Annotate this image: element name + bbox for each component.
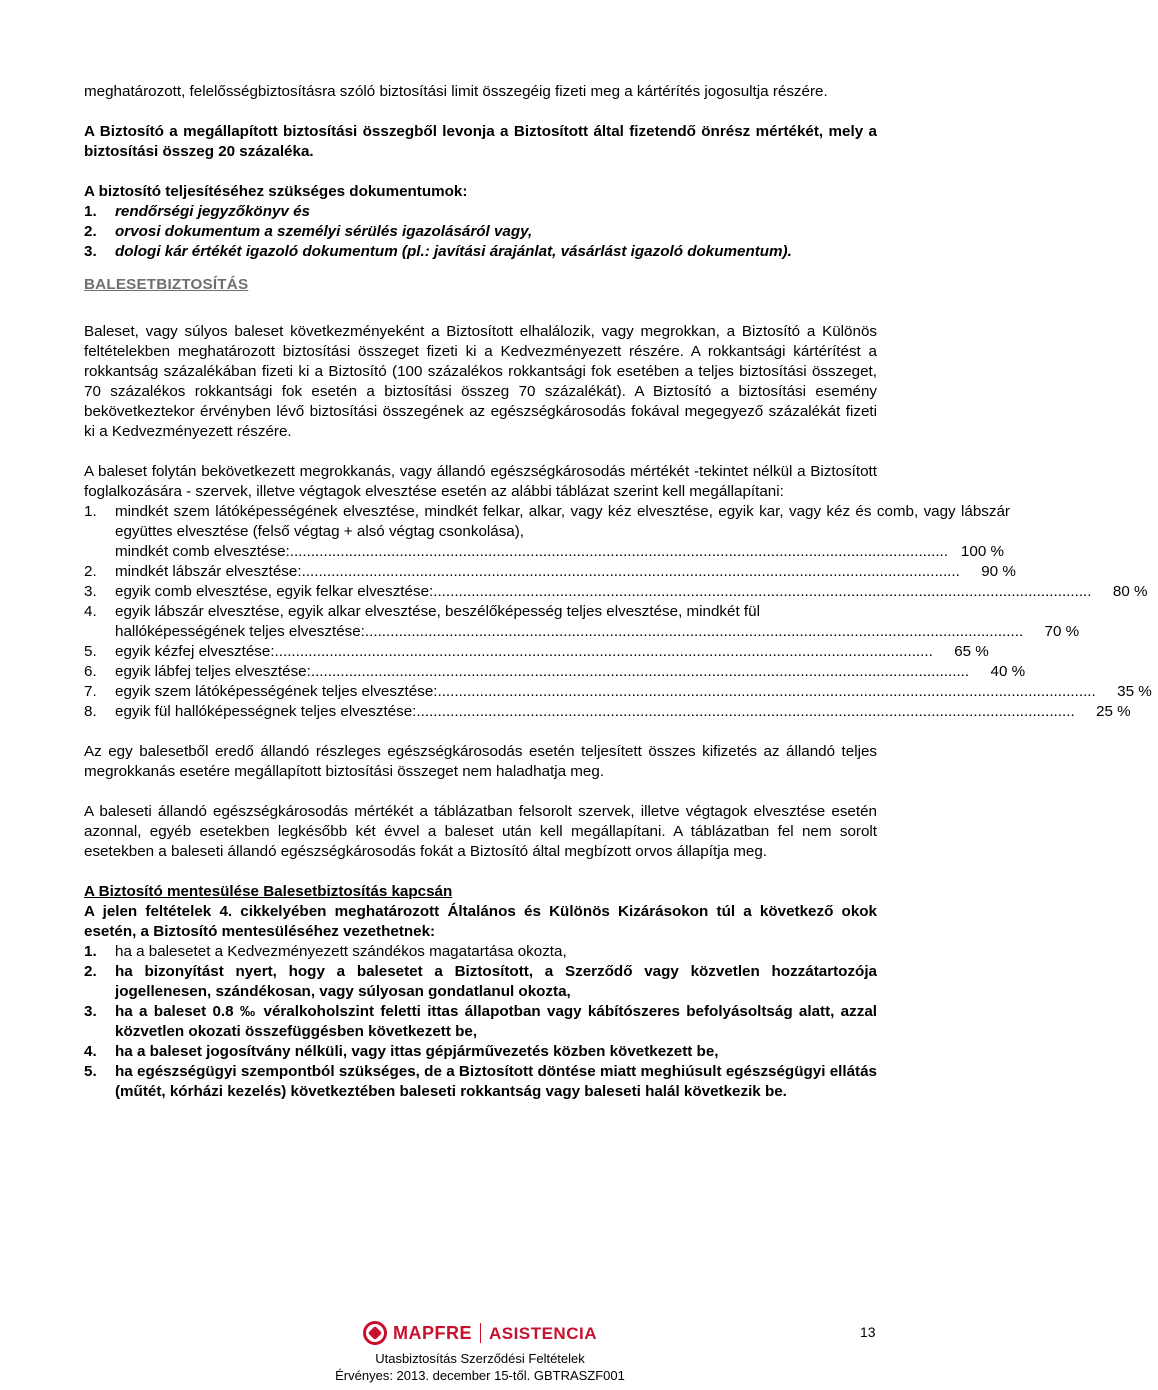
accident-paragraph-3: Az egy balesetből eredő állandó részleges egészségkárosodás esetén teljesített összes kifizetés az állandó teljes megrokkanás esetére megállapított biztosítási összeget nem haladhatja meg. [84, 743, 877, 780]
mapfre-logo [0, 1318, 960, 1348]
intro-paragraph-2: A Biztosító a megállapított biztosítási összegből levonja a Biztosított által fizetendő önrész mértékét, mely a biztosítási összeg 20 százaléka. [84, 123, 877, 160]
row-label: mindkét comb elvesztése:............................................................................................................................................................ [115, 543, 948, 560]
section-heading-exemption: A Biztosító mentesülése Balesetbiztosítás kapcsán [84, 883, 453, 900]
logo-divider [480, 1323, 481, 1343]
list-text: ha bizonyítást nyert, hogy a balesetet a Biztosított, a Szerződő vagy közvetlen hozzátartozója jogellenesen, szándékosan, vagy súlyosan gondatlanul okozta, [115, 963, 877, 1000]
list-number: 2. [84, 963, 97, 980]
list-number: 2. [84, 223, 97, 240]
docs-heading: A biztosító teljesítéséhez szükséges dokumentumok: [84, 183, 468, 200]
table-row [84, 582, 1148, 602]
row-number: 5. [84, 643, 97, 660]
list-item [84, 1062, 877, 1102]
row-label: egyik szem látóképességének teljes elvesztése:............................................................................................................................................................ [115, 683, 1096, 700]
accident-paragraph-2: A baleset folytán bekövetkezett megrokkanás, vagy állandó egészségkárosodás mértékét -tekintet nélkül a Biztosított foglalkozására - szervek, illetve végtagok elvesztése esetén az alábbi táblázat szerint kell megállapítani: [84, 463, 877, 500]
list-item [84, 222, 877, 242]
list-text: ha a baleset jogosítvány nélküli, vagy ittas gépjárművezetés közben következett be, [115, 1043, 719, 1060]
list-item [84, 242, 877, 262]
row-number: 7. [84, 683, 97, 700]
list-text: orvosi dokumentum a személyi sérülés igazolásáról vagy, [115, 223, 533, 240]
row-percent: 25 % [1096, 703, 1131, 720]
row-text: mindkét szem látóképességének elvesztése, mindkét felkar, alkar, vagy kéz elvesztése, egyik kar, vagy kéz és comb, vagy lábszár együttes elvesztése (felső végtag + alsó végtag csonkolása), [115, 503, 1010, 540]
table-row [84, 662, 1026, 682]
list-number: 5. [84, 1063, 97, 1080]
list-number: 1. [84, 943, 97, 960]
intro-paragraph-1: meghatározott, felelősségbiztosításra szóló biztosítási limit összegéig fizeti meg a kártérítés jogosultja részére. [84, 83, 828, 100]
page-number: 13 [860, 1324, 876, 1340]
row-label: mindkét lábszár elvesztése:............................................................................................................................................................ [115, 563, 960, 580]
table-row [84, 682, 1152, 702]
list-item [84, 962, 877, 1002]
docs-list [84, 202, 877, 262]
list-item [84, 942, 877, 962]
footer-line-1: Utasbiztosítás Szerződési Feltételek [375, 1351, 585, 1366]
document-page [84, 82, 1152, 1102]
row-number: 3. [84, 583, 97, 600]
list-item [84, 1002, 877, 1042]
row-number: 1. [84, 503, 97, 520]
list-text: rendőrségi jegyzőkönyv és [115, 203, 310, 220]
table-row [84, 602, 1080, 642]
list-text: ha egészségügyi szempontból szükséges, de a Biztosított döntése miatt meghiúsult egészségügyi ellátás (műtét, kórházi kezelés) következtében baleseti rokkantság vagy baleseti halál következik be. [115, 1063, 877, 1100]
list-number: 4. [84, 1043, 97, 1060]
table-row [84, 562, 1016, 582]
row-number: 4. [84, 603, 97, 620]
footer-line-2: Érvényes: 2013. december 15-től. GBTRASZF001 [335, 1368, 625, 1383]
row-text: egyik lábszár elvesztése, egyik alkar elvesztése, beszélőképesség teljes elvesztése, mindkét fül [115, 603, 760, 620]
table-row [84, 502, 1010, 562]
row-percent: 100 % [960, 543, 1004, 560]
list-number: 3. [84, 243, 97, 260]
row-label: egyik comb elvesztése, egyik felkar elvesztése:............................................................................................................................................................ [115, 583, 1092, 600]
exemption-list [84, 942, 877, 1102]
row-label: egyik lábfej teljes elvesztése:............................................................................................................................................................ [115, 663, 970, 680]
row-percent: 80 % [1112, 583, 1148, 600]
row-number: 6. [84, 663, 97, 680]
section-heading-accident: BALESETBIZTOSÍTÁS [84, 276, 249, 293]
row-percent: 65 % [954, 643, 989, 660]
list-item [84, 202, 877, 222]
list-text: ha a baleset 0.8 ‰ véralkoholszint feletti ittas állapotban vagy kábítószeres befolyásoltság alatt, azzal közvetlen okozati összefüggésben következett be, [115, 1003, 877, 1040]
brand-subname: ASISTENCIA [489, 1323, 597, 1343]
list-text: ha a balesetet a Kedvezményezett szándékos magatartása okozta, [115, 943, 567, 960]
exemption-intro: A jelen feltételek 4. cikkelyében meghatározott Általános és Különös Kizárásokon túl a következő okok esetén, a Biztosító mentesüléséhez vezethetnek: [84, 903, 877, 940]
list-item [84, 1042, 877, 1062]
accident-paragraph-4: A baleseti állandó egészségkárosodás mértékét a táblázatban felsorolt szervek, illetve végtagok elvesztése esetén azonnal, egyéb esetekben legkésőbb két évvel a baleset után kell megállapítani. A táblázatban fel nem sorolt esetekben a baleseti állandó egészségkárosodás fokát a Biztosító által megbízott orvos állapítja meg. [84, 803, 877, 860]
row-label: egyik kézfej elvesztése:............................................................................................................................................................ [115, 643, 933, 660]
brand-name: MAPFRE [393, 1322, 473, 1343]
row-label: hallóképességének teljes elvesztése:............................................................................................................................................................ [115, 623, 1024, 640]
row-percent: 70 % [1044, 623, 1080, 640]
list-number: 1. [84, 203, 97, 220]
row-label: egyik fül hallóképességnek teljes elvesztése:............................................................................................................................................................ [115, 703, 1075, 720]
table-row [84, 702, 1131, 722]
list-number: 3. [84, 1003, 97, 1020]
row-percent: 40 % [990, 663, 1026, 680]
mapfre-logo-icon [363, 1321, 387, 1345]
accident-paragraph-1: Baleset, vagy súlyos baleset következményeként a Biztosított elhalálozik, vagy megrokkan, a Biztosító a Különös feltételekben meghatározott biztosítási összeget fizeti ki a Kedvezményezett részére. A rokkantsági kártérítést a rokkantság százalékában fizeti ki a Biztosító (100 százalékos rokkantsági fok esetében a teljes biztosítási összeget, 70 százalékos rokkantsági fok esetén a biztosítási összeg 70 százalékát). A Biztosító a biztosítási esemény bekövetkeztekor érvényben lévő biztosítási összegének az egészségkárosodás fokával megegyező százalékát fizeti ki a Kedvezményezett részére. [84, 323, 877, 440]
disability-table [84, 502, 1152, 722]
row-number: 2. [84, 563, 97, 580]
row-percent: 35 % [1117, 683, 1152, 700]
row-percent: 90 % [981, 563, 1016, 580]
table-row [84, 642, 989, 662]
page-footer [0, 1318, 960, 1384]
list-text: dologi kár értékét igazoló dokumentum (pl.: javítási árajánlat, vásárlást igazoló dokumentum). [115, 243, 792, 260]
row-number: 8. [84, 703, 97, 720]
